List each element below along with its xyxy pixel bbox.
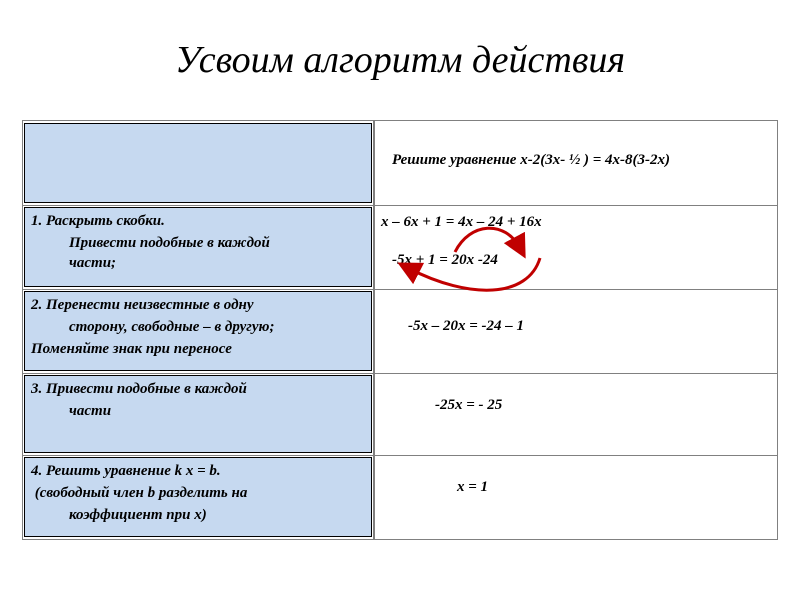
step-2-line: Поменяйте знак при переносе [31, 341, 232, 357]
step-1-line: 1. Раскрыть скобки. [31, 213, 165, 229]
page-title: Усвоим алгоритм действия [174, 39, 625, 81]
step-3-line: части [69, 403, 112, 419]
solution-answer: х = 1 [457, 479, 489, 495]
step-4-line: 4. Решить уравнение k x = b. [31, 463, 221, 479]
step-2-line: сторону, свободные – в другую; [69, 319, 275, 335]
solution-step-2: -5х – 20х = -24 – 1 [408, 318, 525, 334]
step-3-line: 3. Привести подобные в каждой [31, 381, 247, 397]
step-1-line: части; [69, 255, 117, 271]
step-2-line: 2. Перенести неизвестные в одну [31, 297, 254, 313]
solution-step-1-expand: х – 6х + 1 = 4х – 24 + 16х [381, 214, 542, 230]
solution-step-3: -25х = - 25 [435, 397, 503, 413]
step-4-line: коэффициент при х) [69, 507, 207, 523]
step-4-line: (свободный член b разделить на [31, 485, 248, 501]
task-statement: Решите уравнение х-2(3х- ½ ) = 4х-8(3-2х) [392, 152, 670, 168]
solution-step-1-simplify: -5х + 1 = 20х -24 [392, 252, 498, 268]
step-1-line: Привести подобные в каждой [69, 235, 270, 251]
